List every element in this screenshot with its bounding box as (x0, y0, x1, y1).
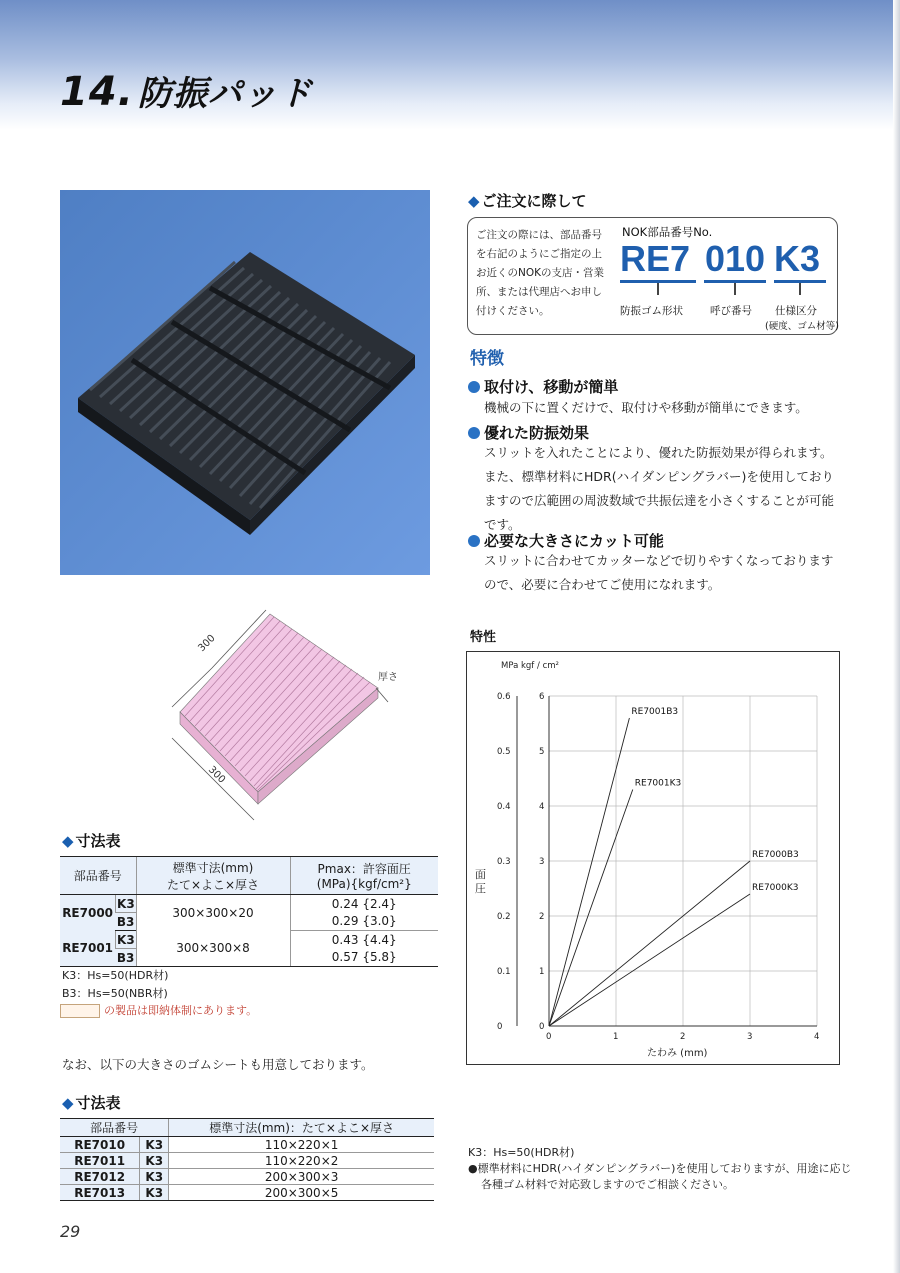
part-code-spec: K3 (774, 238, 821, 279)
table2-heading: ◆ 寸法表 (62, 1094, 121, 1112)
feature-3-body: スリットに合わせてカッターなどで切りやすくなっておりますので、必要に合わせてご使用になれます。 (484, 553, 834, 592)
dim-side-label: 300 (205, 764, 228, 786)
table-cell: K3 (117, 896, 135, 911)
y-tick-label-mpa: 0 (497, 1022, 503, 1032)
y-tick-label-mpa: 0.2 (497, 912, 511, 922)
y-tick-label-kgf: 1 (539, 967, 545, 977)
tick-spec (799, 283, 801, 295)
series-label-re7000b3: RE7000B3 (752, 850, 799, 860)
table-cell: 200×300×5 (169, 1185, 434, 1201)
table-cell: 0.57 {5.8} (290, 949, 438, 967)
table-cell: K3 (117, 932, 135, 947)
table-cell: 300×300×8 (136, 931, 290, 967)
table-row: RE7012 (60, 1169, 140, 1185)
chart-title: 特性 (470, 630, 497, 645)
y-tick-label-kgf: 2 (539, 912, 545, 922)
table-cell: K3 (140, 1137, 169, 1153)
bottom-note-3: 各種ゴム材料で対応致しますのでご相談ください。 (481, 1178, 734, 1191)
order-text: ご注文の際には、部品番号 を右記のようにご指定の上 お近くのNOKの支店・営業 所、または代理店へお申し 付けください。 (476, 229, 605, 317)
y-tick-label-kgf: 0 (539, 1022, 545, 1032)
x-axis-label: たわみ (mm) (647, 1048, 708, 1059)
feature-3-heading: 必要な大きさにカット可能 (468, 530, 664, 551)
series-line-re7001k3 (549, 790, 633, 1027)
caption-spec-detail: (硬度、ゴム材等) (765, 321, 839, 332)
y-axis-label-bottom: 圧 (475, 882, 486, 895)
table-cell: B3 (116, 950, 135, 965)
y-tick-label-mpa: 0.4 (497, 802, 511, 812)
feature-2-body: スリットを入れたことにより、優れた防振効果が得られます。また、標準材料にHDR(ハイダンピングラバー)を使用しておりますので広範囲の周波数域で共振伝達を小さくすることが可能です。 (484, 445, 835, 532)
table-cell: 110×220×1 (169, 1137, 434, 1153)
caption-shape: 防振ゴム形状 (620, 305, 683, 317)
part-code-shape: RE7 (620, 238, 691, 279)
tick-number (734, 283, 736, 295)
table-cell: 0.29 {3.0} (290, 913, 438, 931)
series-label-re7001b3: RE7001B3 (631, 707, 679, 717)
part-code-number: 010 (705, 238, 766, 279)
table-row: RE7001 (60, 931, 116, 967)
thickness-label: 厚さ (378, 672, 398, 683)
characteristic-chart (467, 652, 839, 1064)
y-tick-label-mpa: 0.1 (497, 967, 511, 977)
table-row: RE7011 (60, 1153, 140, 1169)
y-tick-label-mpa: 0.6 (497, 692, 511, 702)
tick-shape (657, 283, 659, 295)
section-number: 14. (60, 69, 134, 115)
y-tick-label-mpa: 0.3 (497, 857, 511, 867)
page-number: 29 (60, 1222, 81, 1241)
part-number-label: NOK部品番号No. (622, 225, 713, 239)
y-tick-label-kgf: 6 (539, 692, 545, 702)
dimension-table-2 (60, 1118, 434, 1201)
t2-header-dim: 標準寸法(mm)：たて×よこ×厚さ (169, 1119, 434, 1137)
t1-header-dim: 標準寸法(mm) たて×よこ×厚さ (136, 857, 290, 895)
y-units: MPa kgf / cm² (501, 661, 559, 671)
order-heading: ◆ ご注文に際して (468, 192, 587, 210)
material-note-k3: K3：Hs=50(HDR材) (62, 969, 169, 982)
y-tick-label-kgf: 4 (539, 802, 545, 812)
series-label-re7000k3: RE7000K3 (752, 883, 799, 893)
feature-2-heading: 優れた防振効果 (468, 422, 589, 443)
x-tick-label: 1 (613, 1032, 619, 1042)
dim-top-label: 300 (196, 632, 218, 655)
table-cell: B3 (116, 914, 135, 929)
material-note-b3: B3：Hs=50(NBR材) (62, 987, 168, 1000)
series-label-re7001k3: RE7001K3 (634, 778, 682, 789)
dimension-table-1 (60, 856, 438, 967)
chart-box (466, 651, 840, 1065)
table-cell: 200×300×3 (169, 1169, 434, 1185)
page-edge-shadow (893, 0, 900, 1273)
table-row: RE7010 (60, 1137, 140, 1153)
table-cell: K3 (140, 1169, 169, 1185)
series-line-re7001b3 (549, 718, 629, 1026)
x-tick-label: 4 (814, 1032, 820, 1042)
y-tick-label-mpa: 0.5 (497, 747, 511, 757)
table1-heading: ◆ 寸法表 (62, 832, 121, 850)
caption-number: 呼び番号 (710, 305, 752, 317)
feature-1-body: 機械の下に置くだけで、取付けや移動が簡単にできます。 (484, 400, 808, 415)
table-cell: 300×300×20 (136, 895, 290, 931)
section-title: 防振パッド (137, 74, 313, 114)
caption-spec: 仕様区分 (775, 305, 817, 317)
series-line-re7000b3 (549, 861, 750, 1026)
y-axis-label-top: 面 (475, 868, 486, 881)
sheet-note: なお、以下の大きさのゴムシートも用意しております。 (62, 1057, 374, 1072)
dimension-drawing (150, 592, 420, 824)
table-cell: 110×220×2 (169, 1153, 434, 1169)
page-title (60, 66, 313, 115)
x-tick-label: 2 (680, 1032, 686, 1042)
table-cell: K3 (140, 1153, 169, 1169)
x-tick-label: 3 (747, 1032, 753, 1042)
table-row: RE7000 (60, 895, 116, 931)
stock-legend-swatch (60, 1004, 100, 1018)
product-photo (60, 190, 430, 575)
y-tick-label-kgf: 5 (539, 747, 545, 757)
table-cell: K3 (140, 1185, 169, 1201)
features-title: 特徴 (470, 349, 504, 369)
stock-legend-text: の製品は即納体制にあります。 (104, 1004, 258, 1017)
x-tick-label: 0 (546, 1032, 552, 1042)
bottom-note-2: ●標準材料にHDR(ハイダンピングラバー)を使用しておりますが、用途に応じ (468, 1162, 852, 1175)
feature-1-heading: 取付け、移動が簡単 (468, 376, 618, 397)
table-cell: 0.43 {4.4} (290, 931, 438, 949)
order-box (467, 217, 838, 335)
table-row: RE7013 (60, 1185, 140, 1201)
bottom-note-1: K3：Hs=50(HDR材) (468, 1146, 575, 1159)
table-cell: 0.24 {2.4} (290, 895, 438, 913)
series-line-re7000k3 (549, 894, 750, 1026)
t2-header-part: 部品番号 (60, 1119, 169, 1137)
t1-header-pressure: Pmax：許容面圧 (MPa){kgf/cm²} (290, 857, 438, 895)
y-tick-label-kgf: 3 (539, 857, 545, 867)
t1-header-part: 部品番号 (60, 857, 136, 895)
